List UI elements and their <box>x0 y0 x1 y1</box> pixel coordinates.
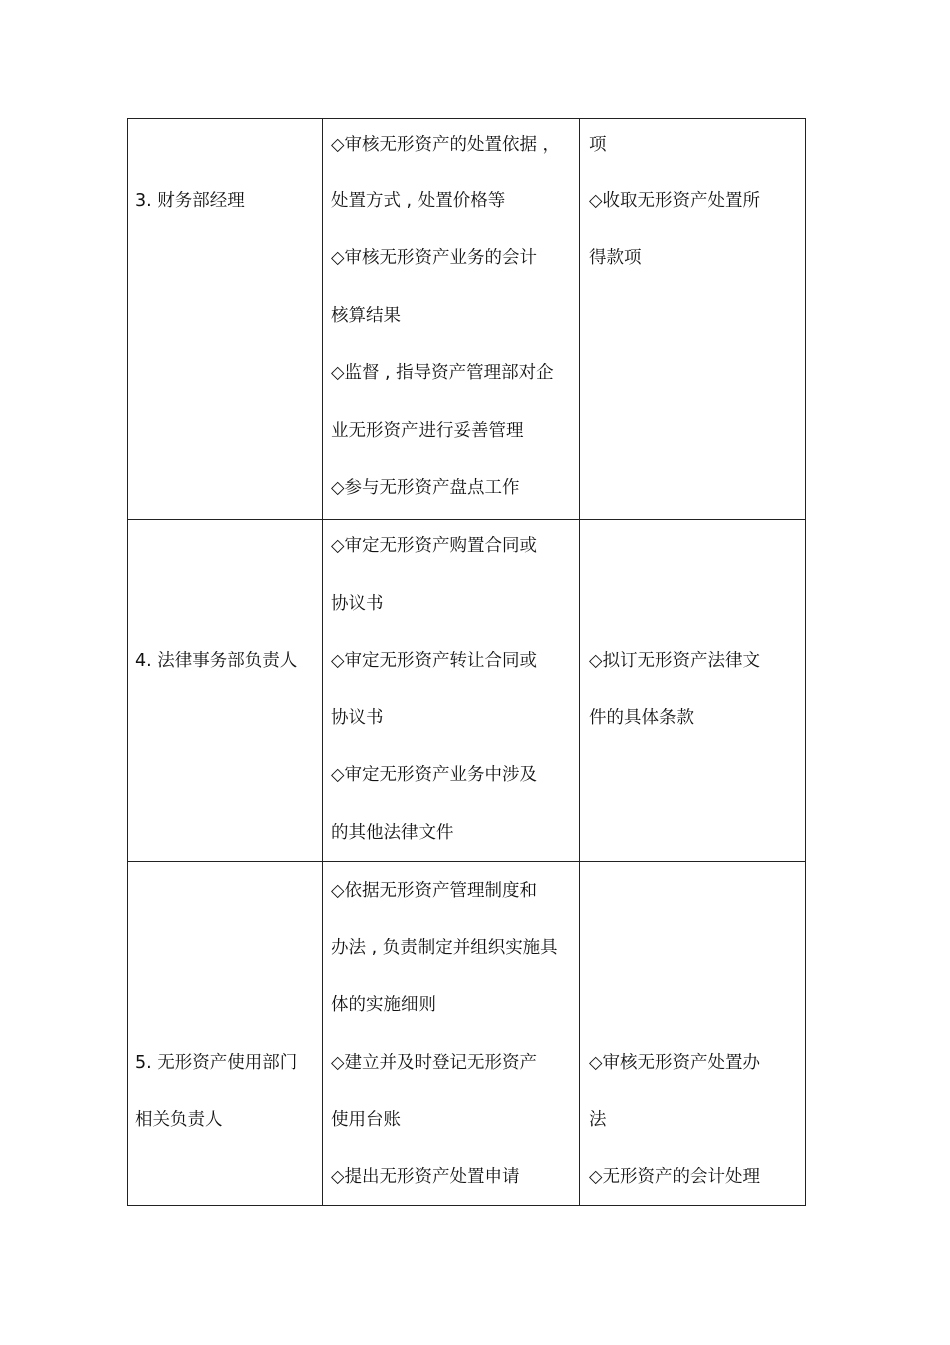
duty-line: ◇审定无形资产购置合同或 <box>331 536 537 556</box>
task-line: ◇审核无形资产处置办 <box>589 1053 760 1073</box>
duty-line: 业无形资产进行妥善管理 <box>331 421 524 441</box>
task-line: 法 <box>589 1110 607 1130</box>
duty-line: ◇监督 , 指导资产管理部对企 <box>331 363 554 383</box>
duty-line: ◇提出无形资产处置申请 <box>331 1167 520 1187</box>
row-divider <box>127 519 806 520</box>
duty-line: ◇建立并及时登记无形资产 <box>331 1053 537 1073</box>
duty-line: 核算结果 <box>331 306 401 326</box>
task-line: 件的具体条款 <box>589 708 694 728</box>
duty-line: 的其他法律文件 <box>331 823 454 843</box>
duty-line: ◇参与无形资产盘点工作 <box>331 478 520 498</box>
task-line: 得款项 <box>589 248 642 268</box>
role-cell: 4. 法律事务部负责人 <box>135 651 298 671</box>
duty-line: 使用台账 <box>331 1110 401 1130</box>
task-line: ◇拟订无形资产法律文 <box>589 651 760 671</box>
duty-line: 协议书 <box>331 708 384 728</box>
duty-line: ◇审核无形资产的处置依据 ， <box>331 135 561 155</box>
row-divider <box>127 861 806 862</box>
duty-line: ◇依据无形资产管理制度和 <box>331 881 537 901</box>
column-divider <box>322 118 323 1206</box>
duty-line: ◇审定无形资产转让合同或 <box>331 651 537 671</box>
duty-line: 体的实施细则 <box>331 995 436 1015</box>
task-line: ◇无形资产的会计处理 <box>589 1167 760 1187</box>
role-cell: 相关负责人 <box>135 1110 223 1130</box>
duty-line: 协议书 <box>331 594 384 614</box>
column-divider <box>579 118 580 1206</box>
role-cell: 3. 财务部经理 <box>135 191 245 211</box>
role-cell: 5. 无形资产使用部门 <box>135 1053 298 1073</box>
duty-line: ◇审定无形资产业务中涉及 <box>331 765 537 785</box>
task-line: ◇收取无形资产处置所 <box>589 191 760 211</box>
duty-line: 办法 , 负责制定并组织实施具 <box>331 938 558 958</box>
duty-line: ◇审核无形资产业务的会计 <box>331 248 537 268</box>
duty-line: 处置方式 , 处置价格等 <box>331 191 506 211</box>
task-line: 项 <box>589 135 607 155</box>
